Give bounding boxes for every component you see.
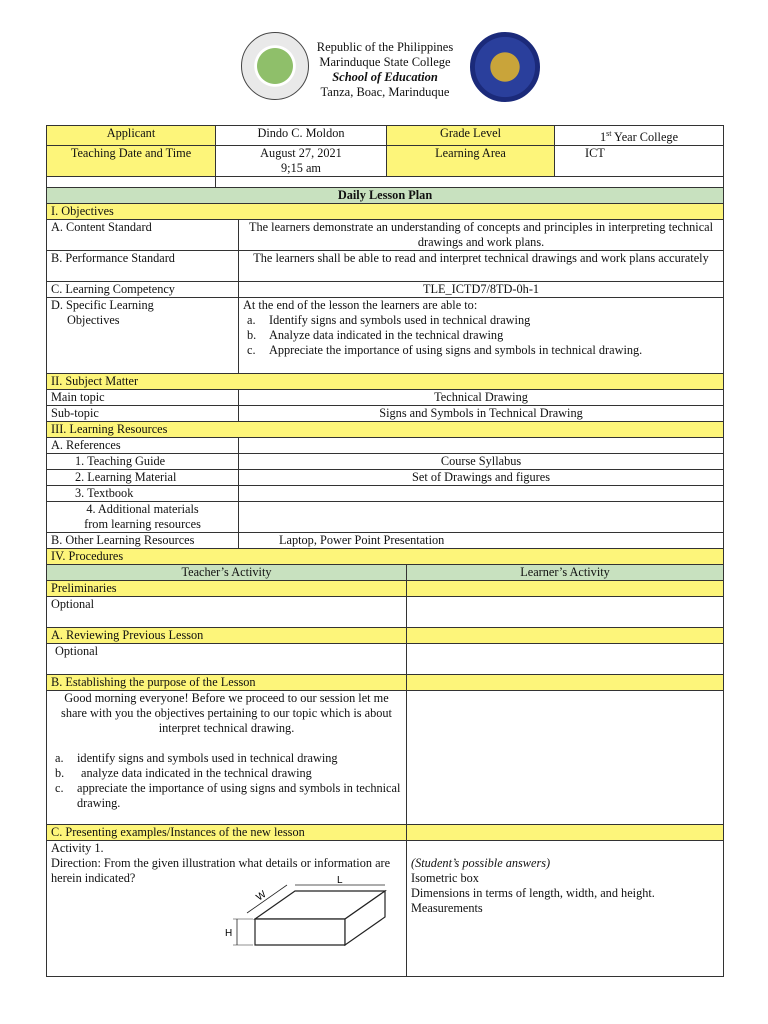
specific-objectives-list — [243, 313, 719, 358]
list-marker: c. — [55, 781, 64, 795]
grade-level-label: Grade Level — [387, 126, 555, 146]
performance-standard-value: The learners shall be able to read and interpret technical drawings and work plans accurately — [239, 251, 724, 282]
textbook-label: 3. Textbook — [47, 486, 239, 502]
answers-content — [407, 841, 724, 977]
preliminaries-value: Optional — [47, 597, 407, 628]
learning-material-value: Set of Drawings and figures — [239, 470, 724, 486]
objectives-heading: I. Objectives — [47, 204, 724, 220]
preliminaries-label: Preliminaries — [47, 581, 407, 597]
empty-cell — [407, 675, 724, 691]
grade-level-value — [555, 126, 724, 146]
learning-competency-label: C. Learning Competency — [47, 282, 239, 298]
presenting-label: C. Presenting examples/Instances of the new lesson — [47, 825, 407, 841]
establishing-content — [47, 691, 407, 825]
box-width-label: W — [254, 889, 269, 904]
empty-cell — [407, 825, 724, 841]
list-text: Appreciate the importance of using signs and symbols in technical drawing. — [269, 343, 643, 357]
references-label: A. References — [47, 438, 239, 454]
answers-heading: (Student’s possible answers) — [411, 856, 551, 870]
answer-item: Measurements — [411, 901, 483, 915]
empty-cell — [239, 486, 724, 502]
reviewing-label: A. Reviewing Previous Lesson — [47, 628, 407, 644]
school-header — [300, 40, 470, 100]
empty-cell — [239, 438, 724, 454]
box-height-label: H — [225, 928, 233, 939]
additional-line1: 4. Additional materials — [86, 502, 199, 516]
main-topic-value: Technical Drawing — [239, 390, 724, 406]
list-text: identify signs and symbols used in technical drawing — [77, 751, 338, 765]
list-item — [55, 781, 402, 811]
content-standard-label: A. Content Standard — [47, 220, 239, 251]
header-line-college: Marinduque State College — [319, 55, 451, 69]
college-seal-logo — [241, 32, 309, 100]
establishing-list — [51, 751, 402, 811]
other-resources-label: B. Other Learning Resources — [47, 533, 239, 549]
list-marker: a. — [55, 751, 64, 765]
lesson-plan-title: Daily Lesson Plan — [47, 188, 724, 204]
school-of-education-seal-logo — [470, 32, 540, 102]
grade-sup: st — [606, 129, 612, 138]
list-text: Analyze data indicated in the technical drawing — [269, 328, 504, 342]
list-marker: c. — [247, 343, 256, 357]
learning-area-value: ICT — [555, 146, 724, 177]
content-standard-value: The learners demonstrate an understanding of concepts and principles in interpreting technical drawings and work plans. — [239, 220, 724, 251]
main-topic-label: Main topic — [47, 390, 239, 406]
list-item — [247, 313, 719, 328]
grade-num: 1 — [599, 130, 607, 145]
empty-cell — [407, 581, 724, 597]
header-line-address: Tanza, Boac, Marinduque — [320, 85, 450, 99]
list-text: appreciate the importance of using signs and symbols in technical drawing. — [77, 781, 401, 810]
teaching-date-label: Teaching Date and Time — [47, 146, 216, 177]
sub-topic-label: Sub-topic — [47, 406, 239, 422]
list-text: Identify signs and symbols used in technical drawing — [269, 313, 531, 327]
isometric-box-illustration — [225, 875, 395, 951]
learning-material-label: 2. Learning Material — [47, 470, 239, 486]
sub-topic-value: Signs and Symbols in Technical Drawing — [239, 406, 724, 422]
learning-resources-heading: III. Learning Resources — [47, 422, 724, 438]
header-line-school: School of Education — [332, 70, 438, 84]
procedures-heading: IV. Procedures — [47, 549, 724, 565]
list-item — [55, 766, 402, 781]
learning-competency-value: TLE_ICTD7/8TD-0h-1 — [239, 282, 724, 298]
lesson-plan-table — [46, 187, 724, 977]
additional-line2: from learning resources — [84, 517, 201, 531]
reviewing-value: Optional — [47, 644, 407, 675]
activity-content — [47, 841, 407, 977]
teaching-guide-label: 1. Teaching Guide — [47, 454, 239, 470]
list-item — [247, 328, 719, 343]
date-line: August 27, 2021 — [260, 146, 342, 161]
learner-activity-header: Learner’s Activity — [407, 565, 724, 581]
teaching-date-value — [216, 146, 387, 177]
teaching-guide-value: Course Syllabus — [239, 454, 724, 470]
additional-materials-label — [47, 502, 239, 533]
box-length-label: L — [337, 875, 343, 886]
list-marker: a. — [247, 313, 256, 327]
specific-label-line2: Objectives — [67, 313, 120, 327]
applicant-info-table — [46, 125, 724, 192]
empty-cell — [407, 597, 724, 628]
specific-label-line1: D. Specific Learning — [51, 298, 154, 312]
establishing-label: B. Establishing the purpose of the Lesson — [47, 675, 407, 691]
activity-direction: Direction: From the given illustration what details or information are herein indicated? — [51, 856, 391, 885]
time-line: 9;15 am — [281, 161, 321, 176]
header-line-republic: Republic of the Philippines — [316, 40, 454, 54]
specific-objectives-label — [47, 298, 239, 374]
list-text: analyze data indicated in the technical drawing — [81, 766, 312, 780]
teacher-activity-header: Teacher’s Activity — [47, 565, 407, 581]
learning-area-label: Learning Area — [387, 146, 555, 177]
performance-standard-label: B. Performance Standard — [47, 251, 239, 282]
applicant-value: Dindo C. Moldon — [216, 126, 387, 146]
empty-cell — [407, 691, 724, 825]
applicant-label: Applicant — [47, 126, 216, 146]
establishing-paragraph: Good morning everyone! Before we proceed to our session let me share with you the objectives pertaining to our topic which is about interpret technical drawing. — [61, 691, 392, 735]
other-resources-value: Laptop, Power Point Presentation — [239, 533, 724, 549]
list-item — [247, 343, 719, 358]
empty-cell — [239, 502, 724, 533]
answer-item: Isometric box — [411, 871, 479, 885]
answer-item: Dimensions in terms of length, width, and height. — [411, 886, 655, 900]
list-item — [55, 751, 402, 766]
specific-intro: At the end of the lesson the learners are able to: — [243, 298, 478, 312]
grade-rest: Year College — [611, 130, 679, 145]
list-marker: b. — [247, 328, 257, 342]
empty-cell — [407, 644, 724, 675]
subject-matter-heading: II. Subject Matter — [47, 374, 724, 390]
specific-objectives-value — [239, 298, 724, 374]
empty-cell — [407, 628, 724, 644]
list-marker: b. — [55, 766, 65, 780]
activity-title: Activity 1. — [51, 841, 104, 855]
